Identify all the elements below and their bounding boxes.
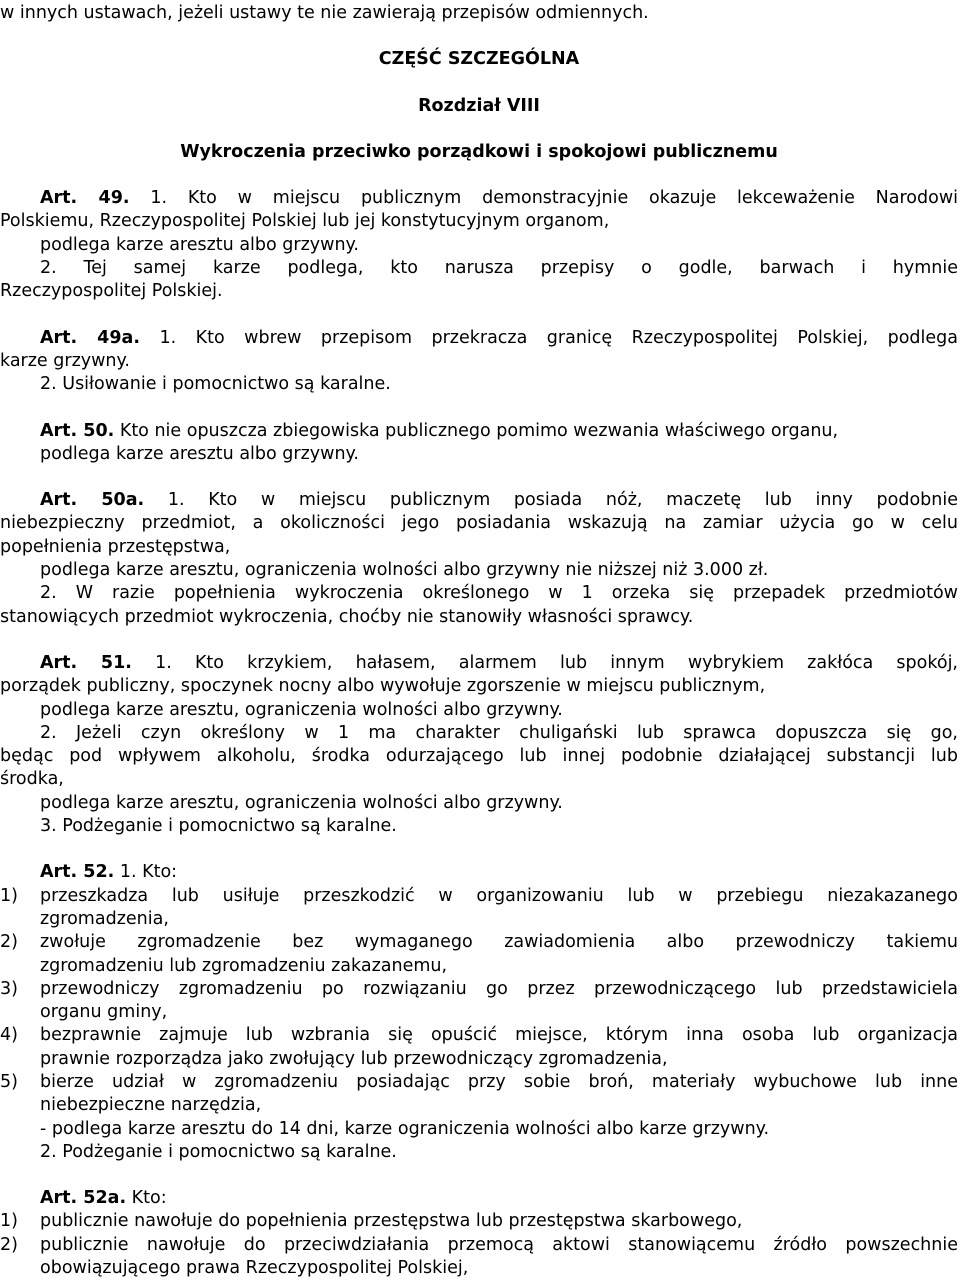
list-item-number: 1) [0,1211,18,1232]
art49-p1-line1: Art. 49. 1. Kto w miejscu publicznym demonstracyjnie okazuje lekceważenie Narodowi [40,188,958,209]
art50a-p1-line2: niebezpieczny przedmiot, a okoliczności jego posiadania wskazują na zamiar użycia go w celu [0,513,958,534]
list-item-line: przewodniczy zgromadzeniu po rozwiązaniu go przez przewodniczącego lub przedstawiciela [40,978,958,999]
list-item-line: niebezpieczne narzędzia, [40,1095,262,1116]
article-52 [0,861,958,1164]
art52-p2-line1: 2. Podżeganie i pomocnictwo są karalne. [40,1141,397,1162]
list-item [0,931,958,978]
list-item-line: publicznie nawołuje do przeciwdziałania przemocą aktowi stanowiącemu źródło powszechnie [40,1234,958,1255]
art50a-p1-line4: podlega karze aresztu, ograniczenia wolności albo grzywny nie niższej niż 3.000 zł. [40,560,769,581]
art49-p1-line3: podlega karze aresztu albo grzywny. [40,234,359,255]
list-item-line: publicznie nawołuje do popełnienia przestępstwa lub przestępstwa skarbowego, [40,1211,743,1232]
art52-intro: Art. 52. 1. Kto: [40,862,178,883]
article-49 [0,187,958,303]
article-49a [0,327,958,397]
art49a-p1-line1: Art. 49a. 1. Kto wbrew przepisom przekracza granicę Rzeczypospolitej Polskiej, podlega [40,327,958,348]
list-item [0,1234,958,1281]
art51-p2-line4: podlega karze aresztu, ograniczenia wolności albo grzywny. [40,792,563,813]
list-item [0,1024,958,1071]
article-50a [0,489,958,629]
list-item-number: 3) [0,978,18,999]
art51-label: Art. 51. [40,652,132,673]
art50a-p2-line2: stanowiących przedmiot wykroczenia, choćby nie stanowiły własności sprawcy. [0,606,694,627]
art51-p2-line1: 2. Jeżeli czyn określony w 1 ma charakter chuligański lub sprawca dopuszcza się go, [40,722,958,743]
art49-p2-line1: 2. Tej samej karze podlega, kto narusza przepisy o godle, barwach i hymnie [40,258,958,279]
art50-line2: podlega karze aresztu albo grzywny. [40,443,359,464]
art52-penalty: - podlega karze aresztu do 14 dni, karze ograniczenia wolności albo karze grzywny. [40,1118,770,1139]
list-item-number: 2) [0,1234,18,1255]
list-item-number: 4) [0,1025,18,1046]
list-item-line: zgromadzeniu lub zgromadzeniu zakazanemu, [40,955,448,976]
art50a-p1-line1: Art. 50a. 1. Kto w miejscu publicznym posiada nóż, maczetę lub inny podobnie [40,490,958,511]
list-item-line: zwołuje zgromadzenie bez wymaganego zawiadomienia albo przewodniczy takiemu [40,932,958,953]
part-heading: CZĘŚĆ SZCZEGÓLNA [378,49,580,70]
art49-p2-line2: Rzeczypospolitej Polskiej. [0,281,223,302]
art51-p1-line1: Art. 51. 1. Kto krzykiem, hałasem, alarmem lub innym wybrykiem zakłóca spokój, [40,652,958,673]
list-item-line: zgromadzenia, [40,908,169,929]
art50a-label: Art. 50a. [40,490,145,511]
list-item-line: organu gminy, [40,1002,168,1023]
list-item-line: prawnie rozporządza jako zwołujący lub przewodniczący zgromadzenia, [40,1048,668,1069]
art50a-p2-line1: 2. W razie popełnienia wykroczenia określonego w 1 orzeka się przepadek przedmiotów [40,583,958,604]
art52-label: Art. 52. [40,862,115,883]
article-51 [0,652,958,838]
list-item-line: obowiązującego prawa Rzeczypospolitej Polskiej, [40,1258,469,1279]
art50a-p1-line3: popełnienia przestępstwa, [0,536,231,557]
chapter-heading: Rozdział VIII [418,95,540,116]
list-item [0,1071,958,1118]
art51-p2-line2: będąc pod wpływem alkoholu, środka odurzającego lub innej podobnie działającej substancji lub [0,746,958,767]
list-item [0,1210,958,1233]
art49a-p1-line2: karze grzywny. [0,350,130,371]
list-item-line: przeszkadza lub usiłuje przeszkodzić w organizowaniu lub w przebiegu niezakazanego [40,885,958,906]
list-item-line: bezprawnie zajmuje lub wzbrania się opuścić miejsce, którym inna osoba lub organizacja [40,1025,958,1046]
article-50 [0,420,958,467]
list-item-line: bierze udział w zgromadzeniu posiadając przy sobie broń, materiały wybuchowe lub inne [40,1071,958,1092]
list-item-number: 5) [0,1071,18,1092]
chapter-title: Wykroczenia przeciwko porządkowi i spokojowi publicznemu [180,141,778,162]
article-52a [0,1187,958,1280]
list-item [0,885,958,932]
art52a-intro: Art. 52a. Kto: [40,1188,167,1209]
art51-p3-line1: 3. Podżeganie i pomocnictwo są karalne. [40,816,397,837]
intro-line: w innych ustawach, jeżeli ustawy te nie zawierają przepisów odmiennych. [0,3,649,23]
art51-p2-line3: środka, [0,769,64,790]
list-item [0,978,958,1025]
art50-label: Art. 50. [40,420,115,441]
art49a-label: Art. 49a. [40,327,140,348]
list-item-number: 1) [0,885,18,906]
art51-p1-line3: podlega karze aresztu, ograniczenia wolności albo grzywny. [40,699,563,720]
art49a-p2-line1: 2. Usiłowanie i pomocnictwo są karalne. [40,374,391,395]
art52a-label: Art. 52a. [40,1188,127,1209]
list-item-number: 2) [0,932,18,953]
art49-label: Art. 49. [40,188,130,209]
art49-p1-line2: Polskiemu, Rzeczypospolitej Polskiej lub jej konstytucyjnym organom, [0,211,610,232]
art50-line1: Art. 50. Kto nie opuszcza zbiegowiska publicznego pomimo wezwania właściwego organu, [40,420,839,441]
art51-p1-line2: porządek publiczny, spoczynek nocny albo wywołuje zgorszenie w miejscu publicznym, [0,676,766,697]
